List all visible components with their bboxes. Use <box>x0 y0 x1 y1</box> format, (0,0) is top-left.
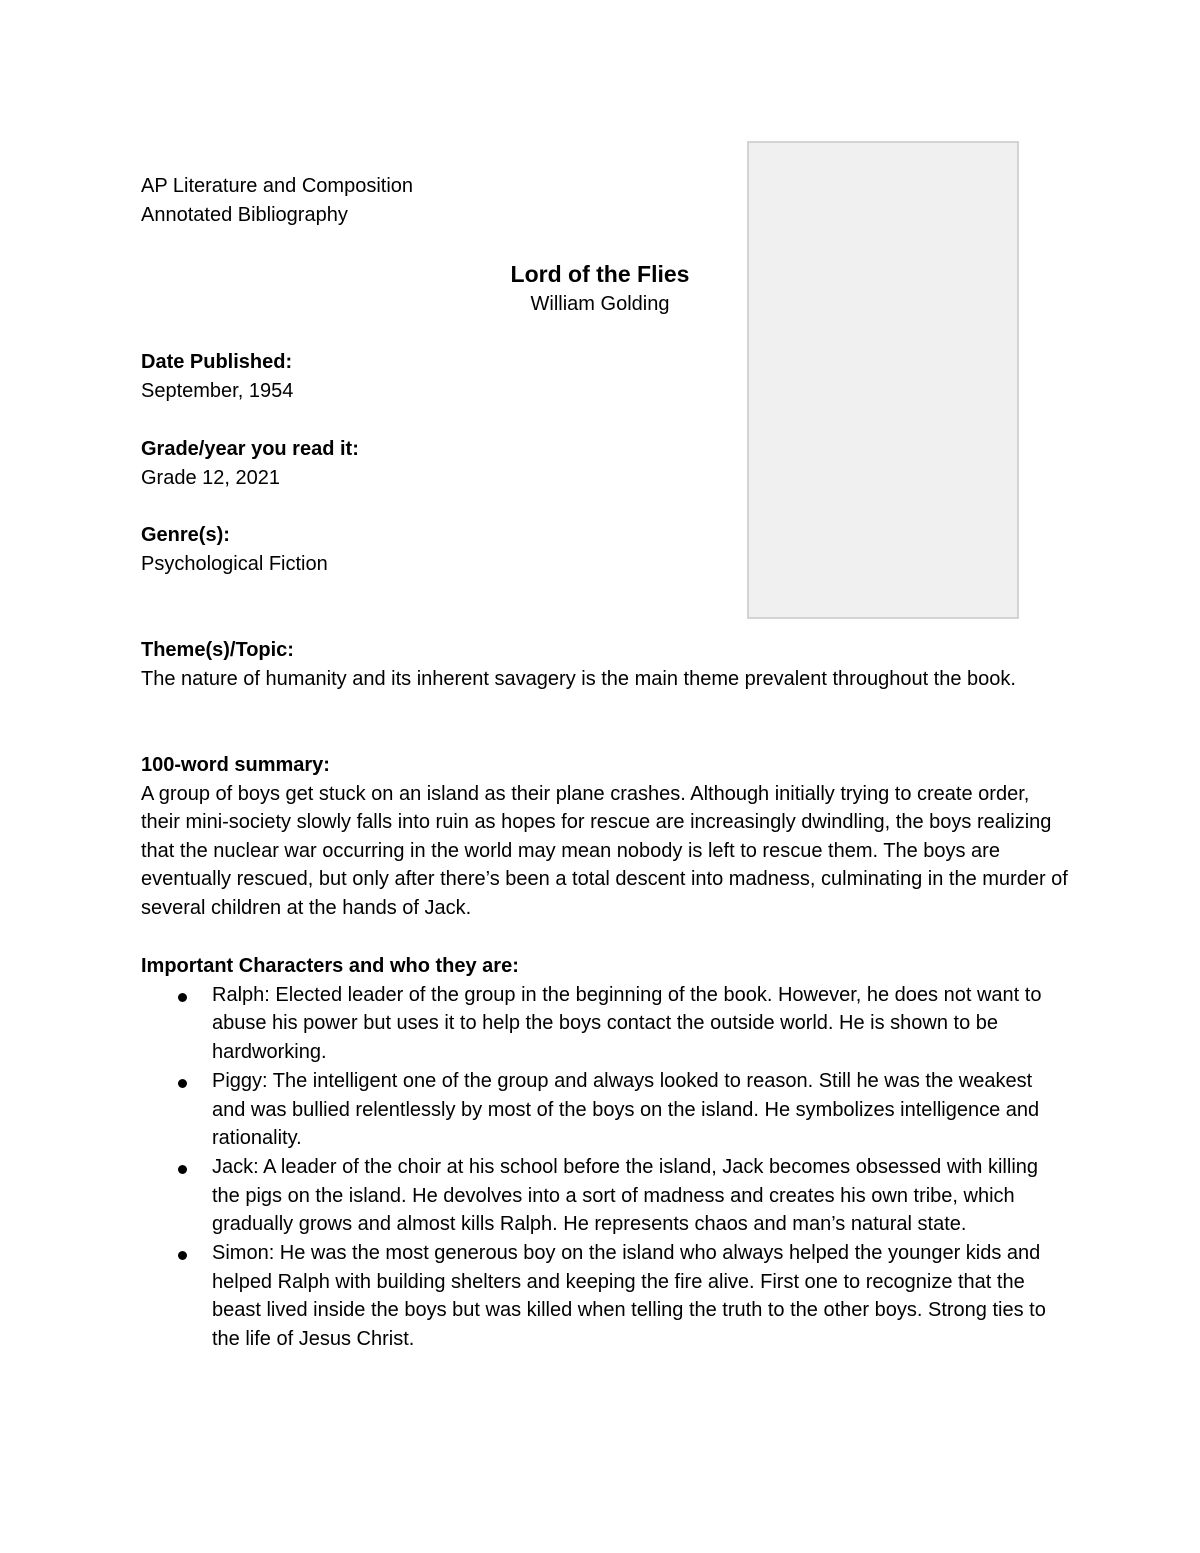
theme-section <box>141 636 1071 693</box>
characters-list <box>141 981 1071 1354</box>
list-item <box>141 1067 1071 1153</box>
date-published-label: Date Published: <box>141 351 293 373</box>
assignment-name: Annotated Bibliography <box>141 203 348 226</box>
character-simon: Simon: He was the most generous boy on the island who always helped the younger kids and helped Ralph with building shelters and keeping the fire alive. First one to recognize that the beast lived inside the boys but was killed when telling the truth to the other boys. Strong ties to the life of Jesus Christ. <box>212 1242 1046 1351</box>
grade-year-label: Grade/year you read it: <box>141 438 359 460</box>
characters-label: Important Characters and who they are: <box>141 955 519 977</box>
course-name: AP Literature and Composition <box>141 175 414 197</box>
list-item <box>141 1153 1071 1239</box>
grade-year-section <box>141 435 1071 492</box>
book-author: William Golding <box>530 293 670 315</box>
bullet-icon <box>178 1251 187 1260</box>
genre-label: Genre(s): <box>141 524 230 546</box>
genre-value: Psychological Fiction <box>141 552 328 575</box>
date-published-section <box>141 348 1071 405</box>
book-title: Lord of the Flies <box>510 261 690 287</box>
bullet-icon <box>178 1079 187 1088</box>
summary-section <box>141 751 1071 922</box>
summary-label: 100-word summary: <box>141 754 330 776</box>
characters-section <box>141 952 1071 1354</box>
bullet-icon <box>178 1165 187 1174</box>
character-jack: Jack: A leader of the choir at his school before the island, Jack becomes obsessed with killing the pigs on the island. He devolves into a sort of madness and creates his own tribe, which gradually grows and almost kills Ralph. He represents chaos and man’s natural state. <box>212 1155 1039 1236</box>
bullet-icon <box>178 993 187 1002</box>
date-published-value: September, 1954 <box>141 379 294 402</box>
theme-label: Theme(s)/Topic: <box>141 639 294 661</box>
list-item <box>141 981 1071 1067</box>
theme-value: The nature of humanity and its inherent savagery is the main theme prevalent throughout the book. <box>141 667 1016 690</box>
character-piggy: Piggy: The intelligent one of the group and always looked to reason. Still he was the weakest and was bullied relentlessly by most of the boys on the island. He symbolizes intelligence and rationality. <box>212 1069 1040 1150</box>
summary-value: A group of boys get stuck on an island as their plane crashes. Although initially trying to create order, their mini-society slowly falls into ruin as hopes for rescue are increasingly dwindling, the boys realizing that the nuclear war occurring in the world may mean nobody is left to rescue them. The boys are eventually rescued, but only after there’s been a total descent into madness, culminating in the murder of several children at the hands of Jack. <box>141 782 1068 919</box>
grade-year-value: Grade 12, 2021 <box>141 466 280 489</box>
document-header <box>141 172 413 229</box>
book-title-block <box>400 258 800 318</box>
genre-section <box>141 521 1071 578</box>
list-item <box>141 1239 1071 1354</box>
character-ralph: Ralph: Elected leader of the group in the beginning of the book. However, he does not want to abuse his power but uses it to help the boys contact the outside world. He is shown to be hardworking. <box>212 983 1042 1064</box>
